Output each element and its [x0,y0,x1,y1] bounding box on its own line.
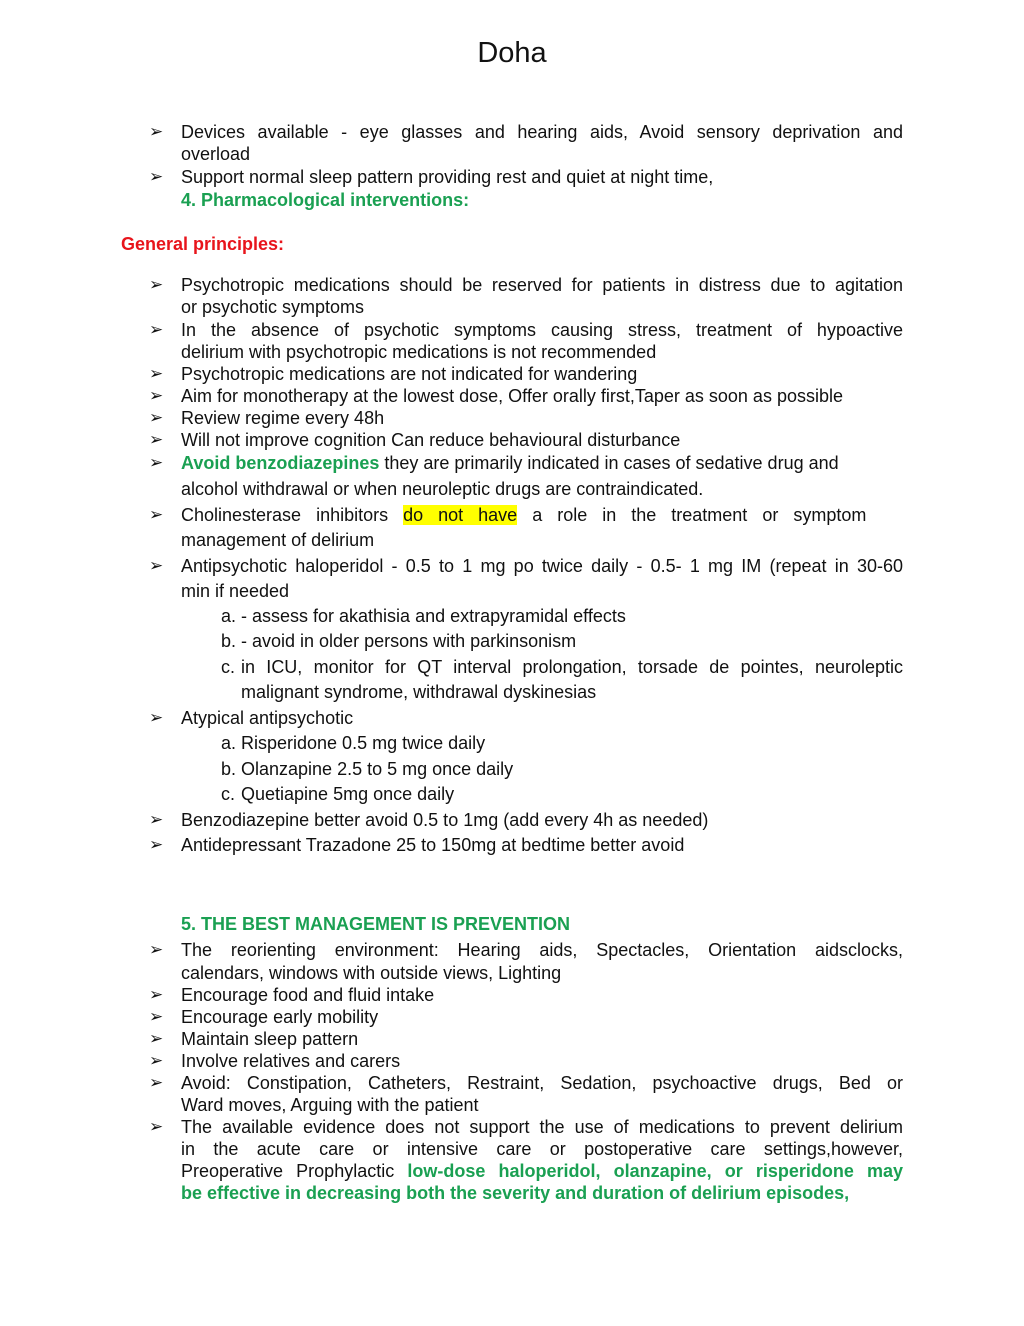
text-line [181,1160,903,1182]
list-label: c. [221,784,236,804]
bullet-icon: ➢ [149,1117,164,1136]
text-line: In the absence of psychotic symptoms causing stress, treatment of hypoactive [181,320,903,340]
text-line: Olanzapine 2.5 to 5 mg once daily [241,759,514,779]
list-label: b. [221,759,237,779]
text-line [181,452,839,474]
text-line: - avoid in older persons with parkinsonism [241,631,577,651]
text-line: Encourage early mobility [181,1007,379,1027]
emphasis-green: low-dose haloperidol, olanzapine, or risperidone may [407,1161,903,1181]
text-line: Aim for monotherapy at the lowest dose, Offer orally first,Taper as soon as possible [181,386,843,406]
text-span: they are primarily indicated in cases of sedative drug and [379,453,839,473]
text-line: Antipsychotic haloperidol - 0.5 to 1 mg po twice daily - 0.5- 1 mg IM (repeat in 30-60 [181,556,903,576]
text-span: Preoperative Prophylactic [181,1161,408,1181]
list-label: a. [221,733,237,753]
list-label: a. [221,606,237,626]
text-line: Ward moves, Arguing with the patient [181,1095,479,1115]
text-line: delirium with psychotropic medications is not recommended [181,342,657,362]
text-line: overload [181,144,251,164]
text-line: The reorienting environment: Hearing aids, Spectacles, Orientation aidsclocks, [181,940,903,960]
bullet-icon: ➢ [149,122,164,141]
text-line: Devices available - eye glasses and hearing aids, Avoid sensory deprivation and [181,122,903,142]
bullet-icon: ➢ [149,453,164,472]
text-line: min if needed [181,581,290,601]
highlighted-text: do not have [403,505,518,525]
text-line: Atypical antipsychotic [181,708,354,728]
text-line: Maintain sleep pattern [181,1029,359,1049]
text-span: Cholinesterase inhibitors [181,505,404,525]
text-span: a role in the treatment or symptom [517,505,867,525]
text-line: or psychotic symptoms [181,297,365,317]
section-heading-4: 4. Pharmacological interventions: [181,190,470,210]
text-line: Psychotropic medications should be reserved for patients in distress due to agitation [181,275,903,295]
emphasis-green: Avoid benzodiazepines [181,453,380,473]
text-line: Will not improve cognition Can reduce behavioural disturbance [181,430,681,450]
bullet-icon: ➢ [149,1029,164,1048]
bullet-icon: ➢ [149,430,164,449]
bullet-icon: ➢ [149,386,164,405]
bullet-icon: ➢ [149,408,164,427]
bullet-icon: ➢ [149,505,164,524]
bullet-icon: ➢ [149,364,164,383]
text-line: Psychotropic medications are not indicated for wandering [181,364,638,384]
text-line: The available evidence does not support the use of medications to prevent delirium [181,1117,903,1137]
bullet-icon: ➢ [149,1051,164,1070]
text-line [181,504,866,526]
bullet-icon: ➢ [149,708,164,727]
text-line: Quetiapine 5mg once daily [241,784,455,804]
text-line: Support normal sleep pattern providing rest and quiet at night time, [181,167,714,187]
text-line: Antidepressant Trazadone 25 to 150mg at bedtime better avoid [181,835,685,855]
list-label: b. [221,631,237,651]
text-line: Encourage food and fluid intake [181,985,435,1005]
text-line: malignant syndrome, withdrawal dyskinesias [241,682,597,702]
bullet-icon: ➢ [149,167,164,186]
bullet-icon: ➢ [149,810,164,829]
emphasis-green-line: be effective in decreasing both the severity and duration of delirium episodes, [181,1183,850,1203]
page-header-title: Doha [477,37,547,69]
text-line: management of delirium [181,530,375,550]
bullet-icon: ➢ [149,1007,164,1026]
text-line: Risperidone 0.5 mg twice daily [241,733,486,753]
text-line: Benzodiazepine better avoid 0.5 to 1mg (add every 4h as needed) [181,810,709,830]
bullet-icon: ➢ [149,275,164,294]
bullet-icon: ➢ [149,835,164,854]
list-label: c. [221,657,236,677]
text-line: - assess for akathisia and extrapyramidal effects [241,606,626,626]
bullet-icon: ➢ [149,940,164,959]
text-line: in ICU, monitor for QT interval prolongation, torsade de pointes, neuroleptic [241,657,903,677]
text-line: Avoid: Constipation, Catheters, Restraint, Sedation, psychoactive drugs, Bed or [181,1073,903,1093]
text-line: in the acute care or intensive care or postoperative care settings,however, [181,1139,903,1159]
bullet-icon: ➢ [149,1073,164,1092]
text-line: Involve relatives and carers [181,1051,401,1071]
general-principles-heading: General principles: [121,234,285,254]
bullet-icon: ➢ [149,320,164,339]
text-line: alcohol withdrawal or when neuroleptic drugs are contraindicated. [181,479,704,499]
bullet-icon: ➢ [149,556,164,575]
text-line: calendars, windows with outside views, Lighting [181,963,562,983]
section-heading-5: 5. THE BEST MANAGEMENT IS PREVENTION [181,914,571,934]
bullet-icon: ➢ [149,985,164,1004]
text-line: Review regime every 48h [181,408,385,428]
